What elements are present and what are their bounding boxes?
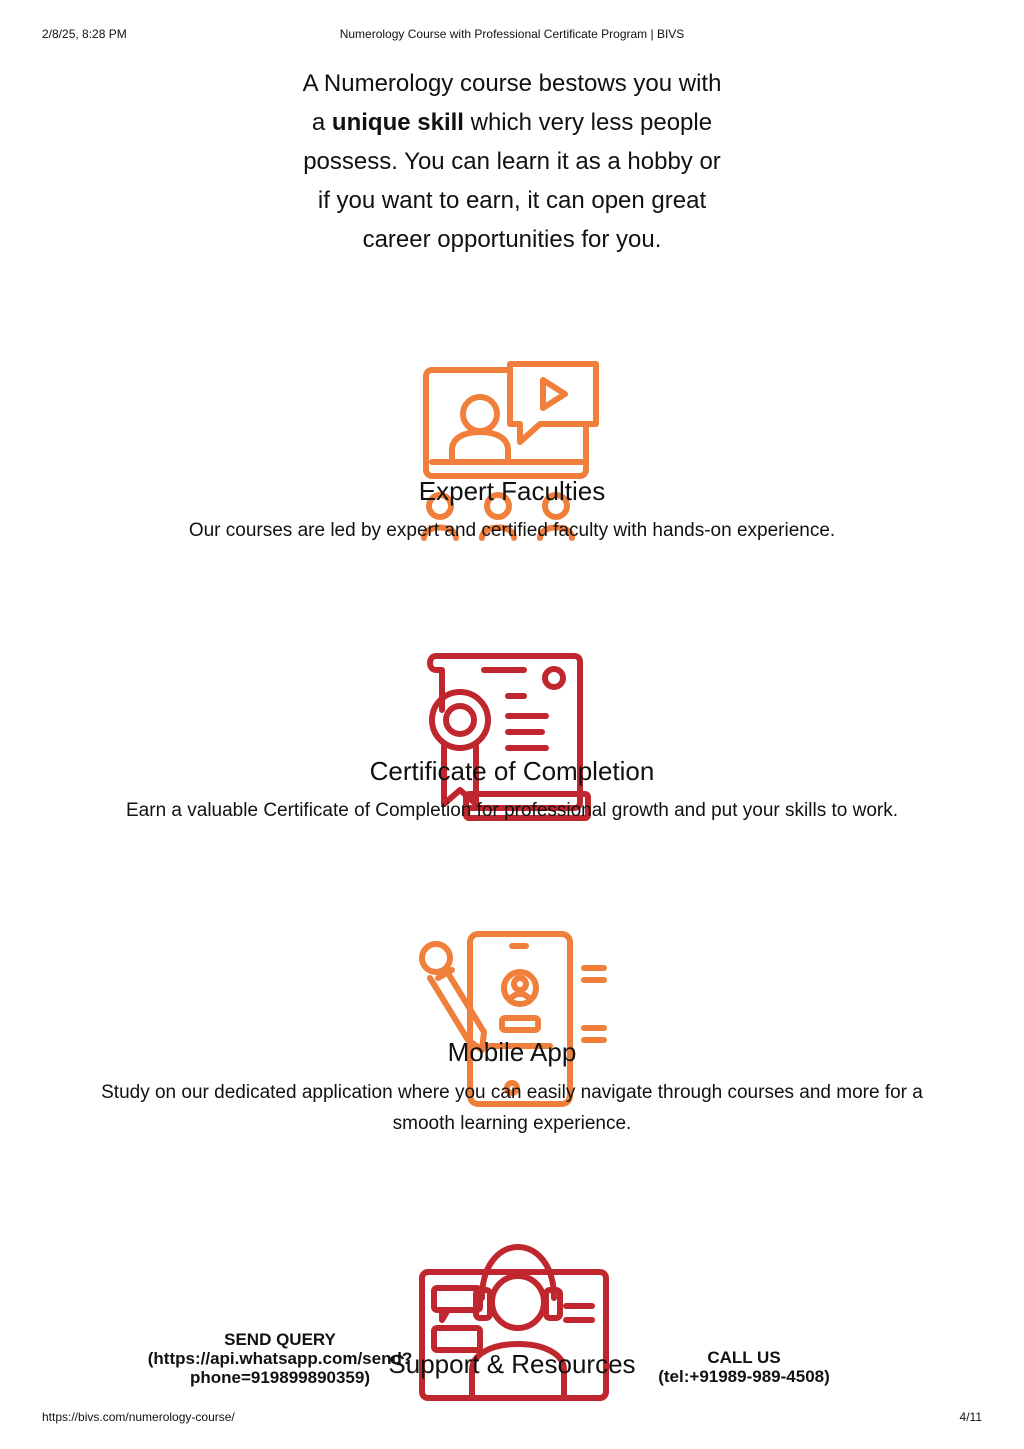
- call-us-url: (tel:+91989-989-4508): [658, 1367, 830, 1386]
- print-page-number: 4/11: [959, 1410, 982, 1424]
- call-us-button[interactable]: [624, 1348, 864, 1386]
- send-query-url-line2: phone=919899890359): [189, 1368, 371, 1387]
- call-us-label: CALL US: [707, 1348, 781, 1367]
- feature-description-certificate: Earn a valuable Certificate of Completion for professional growth and put your skills to work.: [126, 800, 898, 821]
- intro-bold-text: unique skill: [331, 109, 464, 136]
- intro-paragraph: [300, 64, 724, 259]
- feature-title-certificate: Certificate of Completion: [369, 756, 655, 786]
- intro-text-start: A Numerology course bestows you with a: [302, 70, 722, 136]
- feature-title-mobile-app: Mobile App: [447, 1037, 577, 1067]
- feature-description-expert-faculties: Our courses are led by expert and certified faculty with hands-on experience.: [188, 520, 836, 541]
- feature-title-expert-faculties: Expert Faculties: [418, 476, 606, 506]
- feature-description-mobile-app: Study on our dedicated application where you can easily navigate through courses and more for a smooth learning experience.: [101, 1082, 923, 1134]
- send-query-label: SEND QUERY: [224, 1330, 336, 1349]
- intro-text-end: which very less people possess. You can learn it as a hobby or if you want to earn, it can open great career opportunities for you.: [303, 109, 721, 253]
- print-page-url: https://bivs.com/numerology-course/: [42, 1410, 235, 1424]
- print-page-title: Numerology Course with Professional Certificate Program | BIVS: [339, 27, 685, 41]
- print-datetime: 2/8/25, 8:28 PM: [42, 27, 127, 41]
- send-query-url-line1: (https://api.whatsapp.com/send?: [147, 1349, 413, 1368]
- send-query-button[interactable]: [140, 1330, 420, 1387]
- feature-title-support: Support & Resources: [388, 1349, 636, 1379]
